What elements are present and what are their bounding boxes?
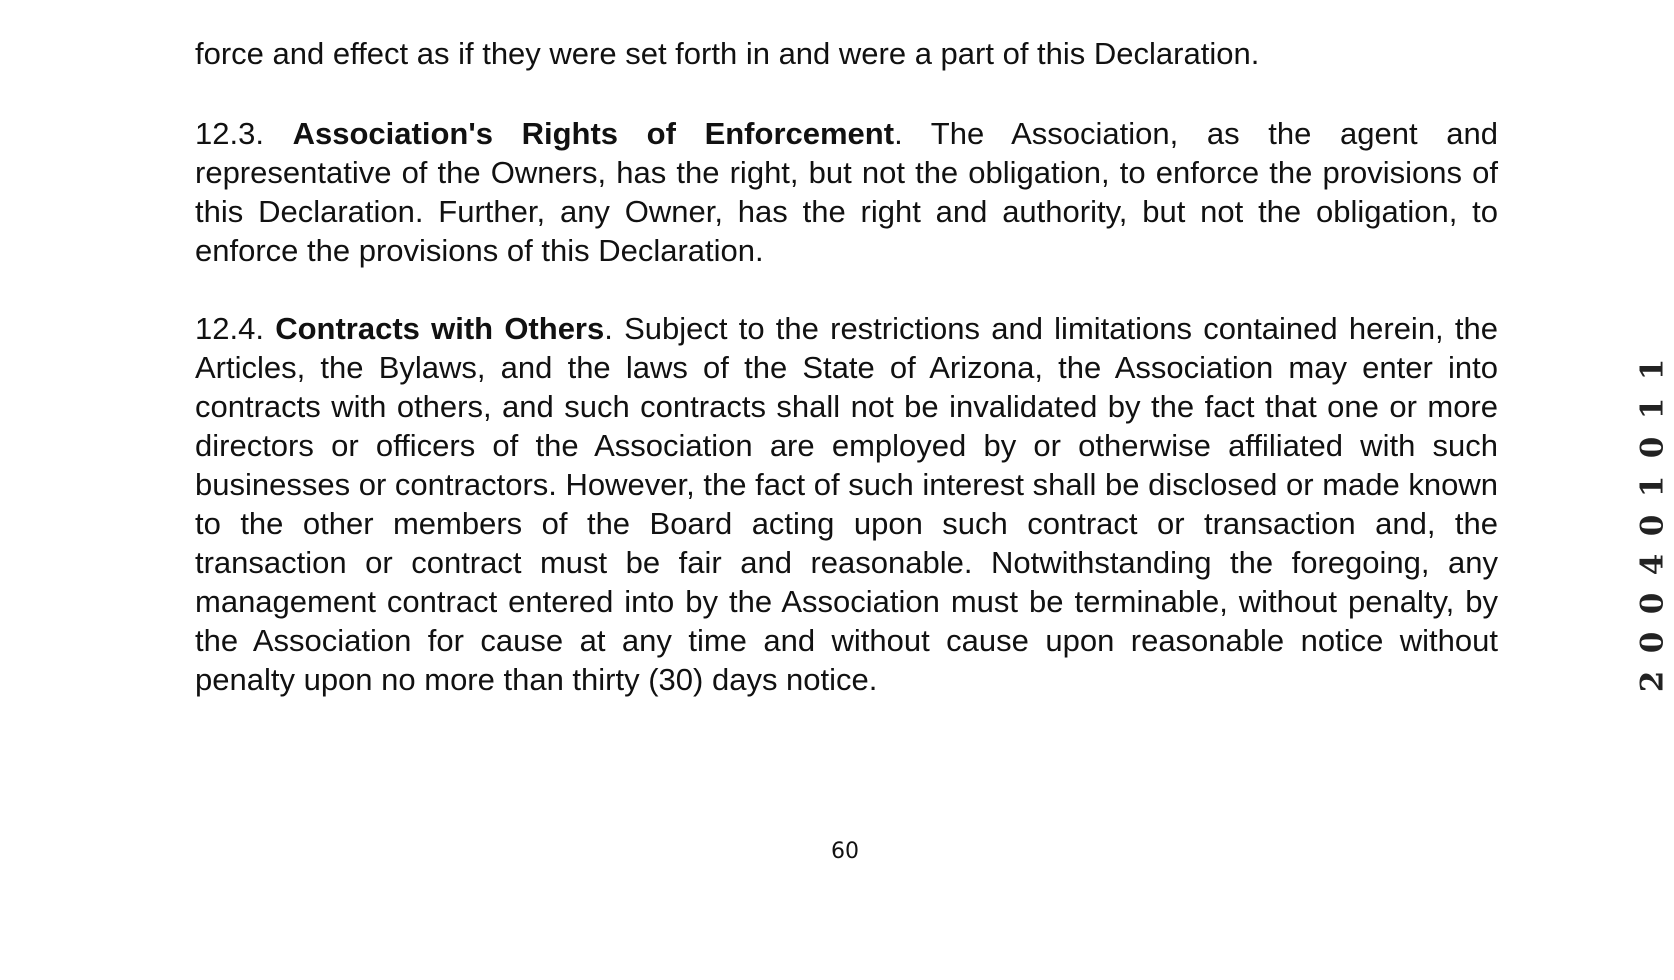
stamp-character: 1: [1634, 358, 1671, 381]
stamp-character: 1: [1634, 397, 1671, 420]
section-12-3: [195, 114, 1498, 270]
stamp-character: 0: [1634, 436, 1671, 459]
stamp-character: 0: [1634, 514, 1671, 537]
section-12-4: [195, 309, 1498, 699]
continuation-paragraph: force and effect as if they were set forth in and were a part of this Declaration.: [195, 36, 1260, 71]
section-12-4-heading: Contracts with Others: [275, 311, 605, 346]
stamp-character: 0: [1634, 631, 1671, 654]
recording-stamp: [1628, 350, 1672, 702]
section-12-4-number: 12.4.: [195, 311, 264, 346]
page-number: 60: [831, 839, 859, 864]
stamp-character: 0: [1634, 592, 1671, 615]
stamp-character: 4: [1634, 553, 1671, 576]
section-12-3-number: 12.3.: [195, 116, 264, 151]
section-12-4-body: . Subject to the restrictions and limitations contained herein, the Articles, the Bylaws, and the laws of the State of Arizona, the Association may enter into contracts with others, and such contracts shall not be invalidated by the fact that one or more directors or officers of the Association are employed by or otherwise affiliated with such businesses or contractors. However, the fact of such interest shall be disclosed or made known to the other members of the Board acting upon such contract or transaction and, the transaction or contract must be fair and reasonable. Notwithstanding the foregoing, any management contract entered into by the Association must be terminable, without penalty, by the Association for cause at any time and without cause upon reasonable notice without penalty upon no more than thirty (30) days notice.: [195, 311, 1498, 697]
stamp-character: 1: [1634, 475, 1671, 498]
stamp-character: 2: [1634, 670, 1671, 693]
section-12-3-heading: Association's Rights of Enforcement: [292, 116, 895, 151]
section-12-3-body: . The Association, as the agent and representative of the Owners, has the right, but not the obligation, to enforce the provisions of this Declaration. Further, any Owner, has the right and authority, but not the obligation, to enforce the provisions of this Declaration.: [195, 116, 1498, 268]
